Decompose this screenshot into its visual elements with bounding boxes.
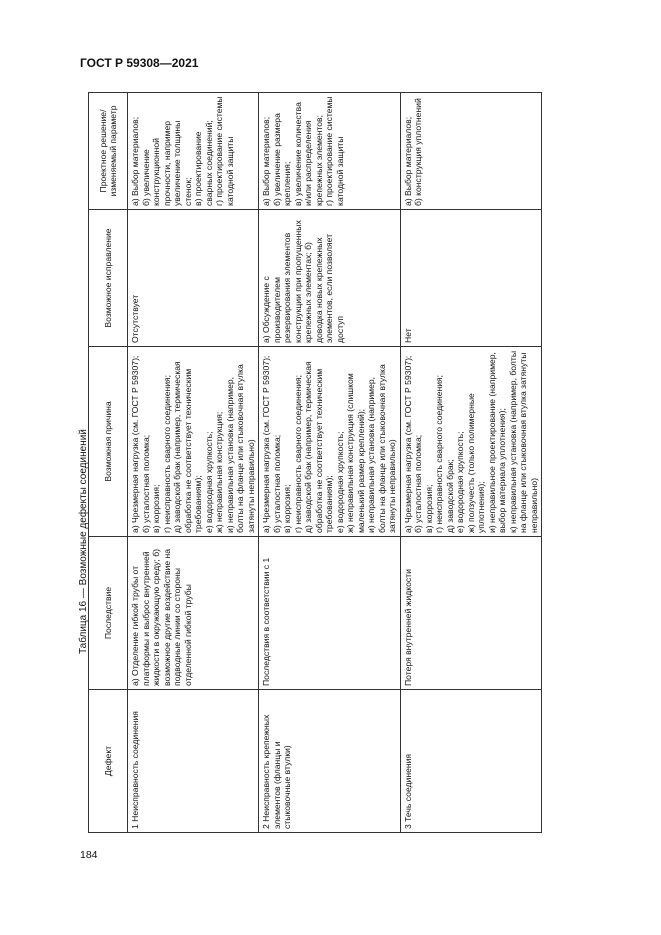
cell-cause-item: г) неисправность сварного соединения; xyxy=(292,374,303,533)
defects-table xyxy=(88,92,542,833)
header-design: Проектное решение/ изменяемый параметр xyxy=(89,93,128,210)
cell-consequence: Последствия в соответствии с 1 xyxy=(259,537,401,690)
cell-cause-item: и) неправильная установка (например, болты на фланце или стыковочная втулка затянуты неправильно) xyxy=(224,364,256,533)
cell-design-item: а) Выбор материалов; xyxy=(130,116,140,206)
cell-cause-item: в) коррозия; xyxy=(151,484,161,533)
cell-cause-item: д) заводской брак (например, термическая обработка не соответствует техническим требованиям); xyxy=(172,361,203,533)
cell-design-item: б) конструкция уплотнений xyxy=(413,98,423,206)
cell-cause-item: г) неисправность сварного соединения; xyxy=(434,374,444,533)
cell-cause-item: и) неправильное проектирование (например, выбор материала уплотнения); xyxy=(486,352,507,533)
table-row xyxy=(259,93,401,833)
cell-fix: Нет xyxy=(400,210,542,347)
cell-cause-item: д) заводской брак; xyxy=(444,459,455,533)
cell-cause-item: а) Чрезмерная нагрузка (см. ГОСТ Р 59307); xyxy=(130,355,140,533)
cell-design-item: б) увеличение конструкционной прочности, например увеличение толщины стенок; xyxy=(140,120,193,206)
cell-cause-item: е) водородная хрупкость; xyxy=(455,431,465,533)
cell-cause-item: ж) неправильная конструкция (слишком маленький размер креплений); xyxy=(345,373,366,533)
cell-defect: 3 Течь соединения xyxy=(400,690,542,833)
rotated-table-container xyxy=(88,93,539,833)
cell-design xyxy=(259,93,401,210)
cell-design xyxy=(128,93,259,210)
cell-design-item: г) проектирование системы катодной защиты xyxy=(324,96,345,206)
cell-cause-item: в) коррозия; xyxy=(423,484,434,533)
table-caption: Таблица 16 — Возможные дефекты соединений xyxy=(78,429,89,654)
cell-design xyxy=(400,93,542,210)
table-header-row xyxy=(89,93,128,833)
cell-defect: 1 Неисправность соединения xyxy=(128,690,259,833)
cell-cause xyxy=(400,347,542,537)
document-header: ГОСТ Р 59308—2021 xyxy=(80,56,199,70)
cell-cause-item: д) заводской брак (например, термическая обработка не соответствует техническим требованиям); xyxy=(303,361,334,533)
cell-cause xyxy=(128,347,259,537)
cell-cause-item: и) неправильная установка (например, болты на фланце или стыковочная втулка затянуты неправильно) xyxy=(366,364,397,533)
cell-consequence: Потеря внутренней жидкости xyxy=(400,537,542,690)
cell-fix: а) Обсуждение с производителем резервирования элементов конструкции при пропущенных крепежных элементах; б) доводка новых крепежных элементов, если позволяет доступ xyxy=(259,210,401,347)
cell-defect: 2 Неисправность крепежных элементов (фланцы и стыковочные втулки) xyxy=(259,690,401,833)
header-cause: Возможная причина xyxy=(89,347,128,537)
cell-cause-item: б) усталостная поломка; xyxy=(413,434,423,533)
cell-cause-item: б) усталостная поломка; xyxy=(271,434,282,533)
header-fix: Возможное исправление xyxy=(89,210,128,347)
header-defect: Дефект xyxy=(89,690,128,833)
cell-cause-item: е) водородная хрупкость; xyxy=(203,431,214,533)
cell-cause-item: в) коррозия; xyxy=(282,484,292,533)
header-consequence: Последствие xyxy=(89,537,128,690)
cell-design-item: г) проектирование системы катодной защиты xyxy=(214,96,235,206)
cell-design-item: а) Выбор материалов; xyxy=(402,116,413,206)
cell-cause-item: к) неправильная установка (например, болты на фланце или стыковочная втулка затянуты неправильно) xyxy=(507,351,539,533)
table-row xyxy=(128,93,259,833)
cell-fix: Отсутствует xyxy=(128,210,259,347)
cell-cause xyxy=(259,347,401,537)
cell-cause-item: ж) ползучесть (только полимерные уплотнения); xyxy=(465,393,486,533)
cell-consequence: а) Отделение гибкой трубы от платформы и выброс внутренней жидкости в окружающую среду; б) возможное другие воздействие на подводные линии со стороны отделенной гибкой трубы xyxy=(128,537,259,690)
cell-cause-item: ж) неправильная конструкция; xyxy=(214,411,224,533)
cell-design-item: в) проектирование сварных соединений; xyxy=(193,120,214,206)
cell-design-item: б) увеличение размера крепления; xyxy=(271,113,292,206)
cell-cause-item: г) неисправность сварного соединения; xyxy=(161,374,172,533)
cell-cause-item: б) усталостная поломка; xyxy=(140,434,151,533)
cell-cause-item: е) водородная хрупкость; xyxy=(334,431,345,533)
cell-cause-item: а) Чрезмерная нагрузка (см. ГОСТ Р 59307); xyxy=(402,355,413,533)
cell-design-item: в) увеличение количества и/или распределения крепежных элементов; xyxy=(292,102,324,206)
cell-design-item: а) Выбор материалов; xyxy=(261,116,271,206)
page-number: 184 xyxy=(80,849,98,861)
cell-cause-item: а) Чрезмерная нагрузка (см. ГОСТ Р 59307); xyxy=(261,355,271,533)
table-row xyxy=(400,93,542,833)
